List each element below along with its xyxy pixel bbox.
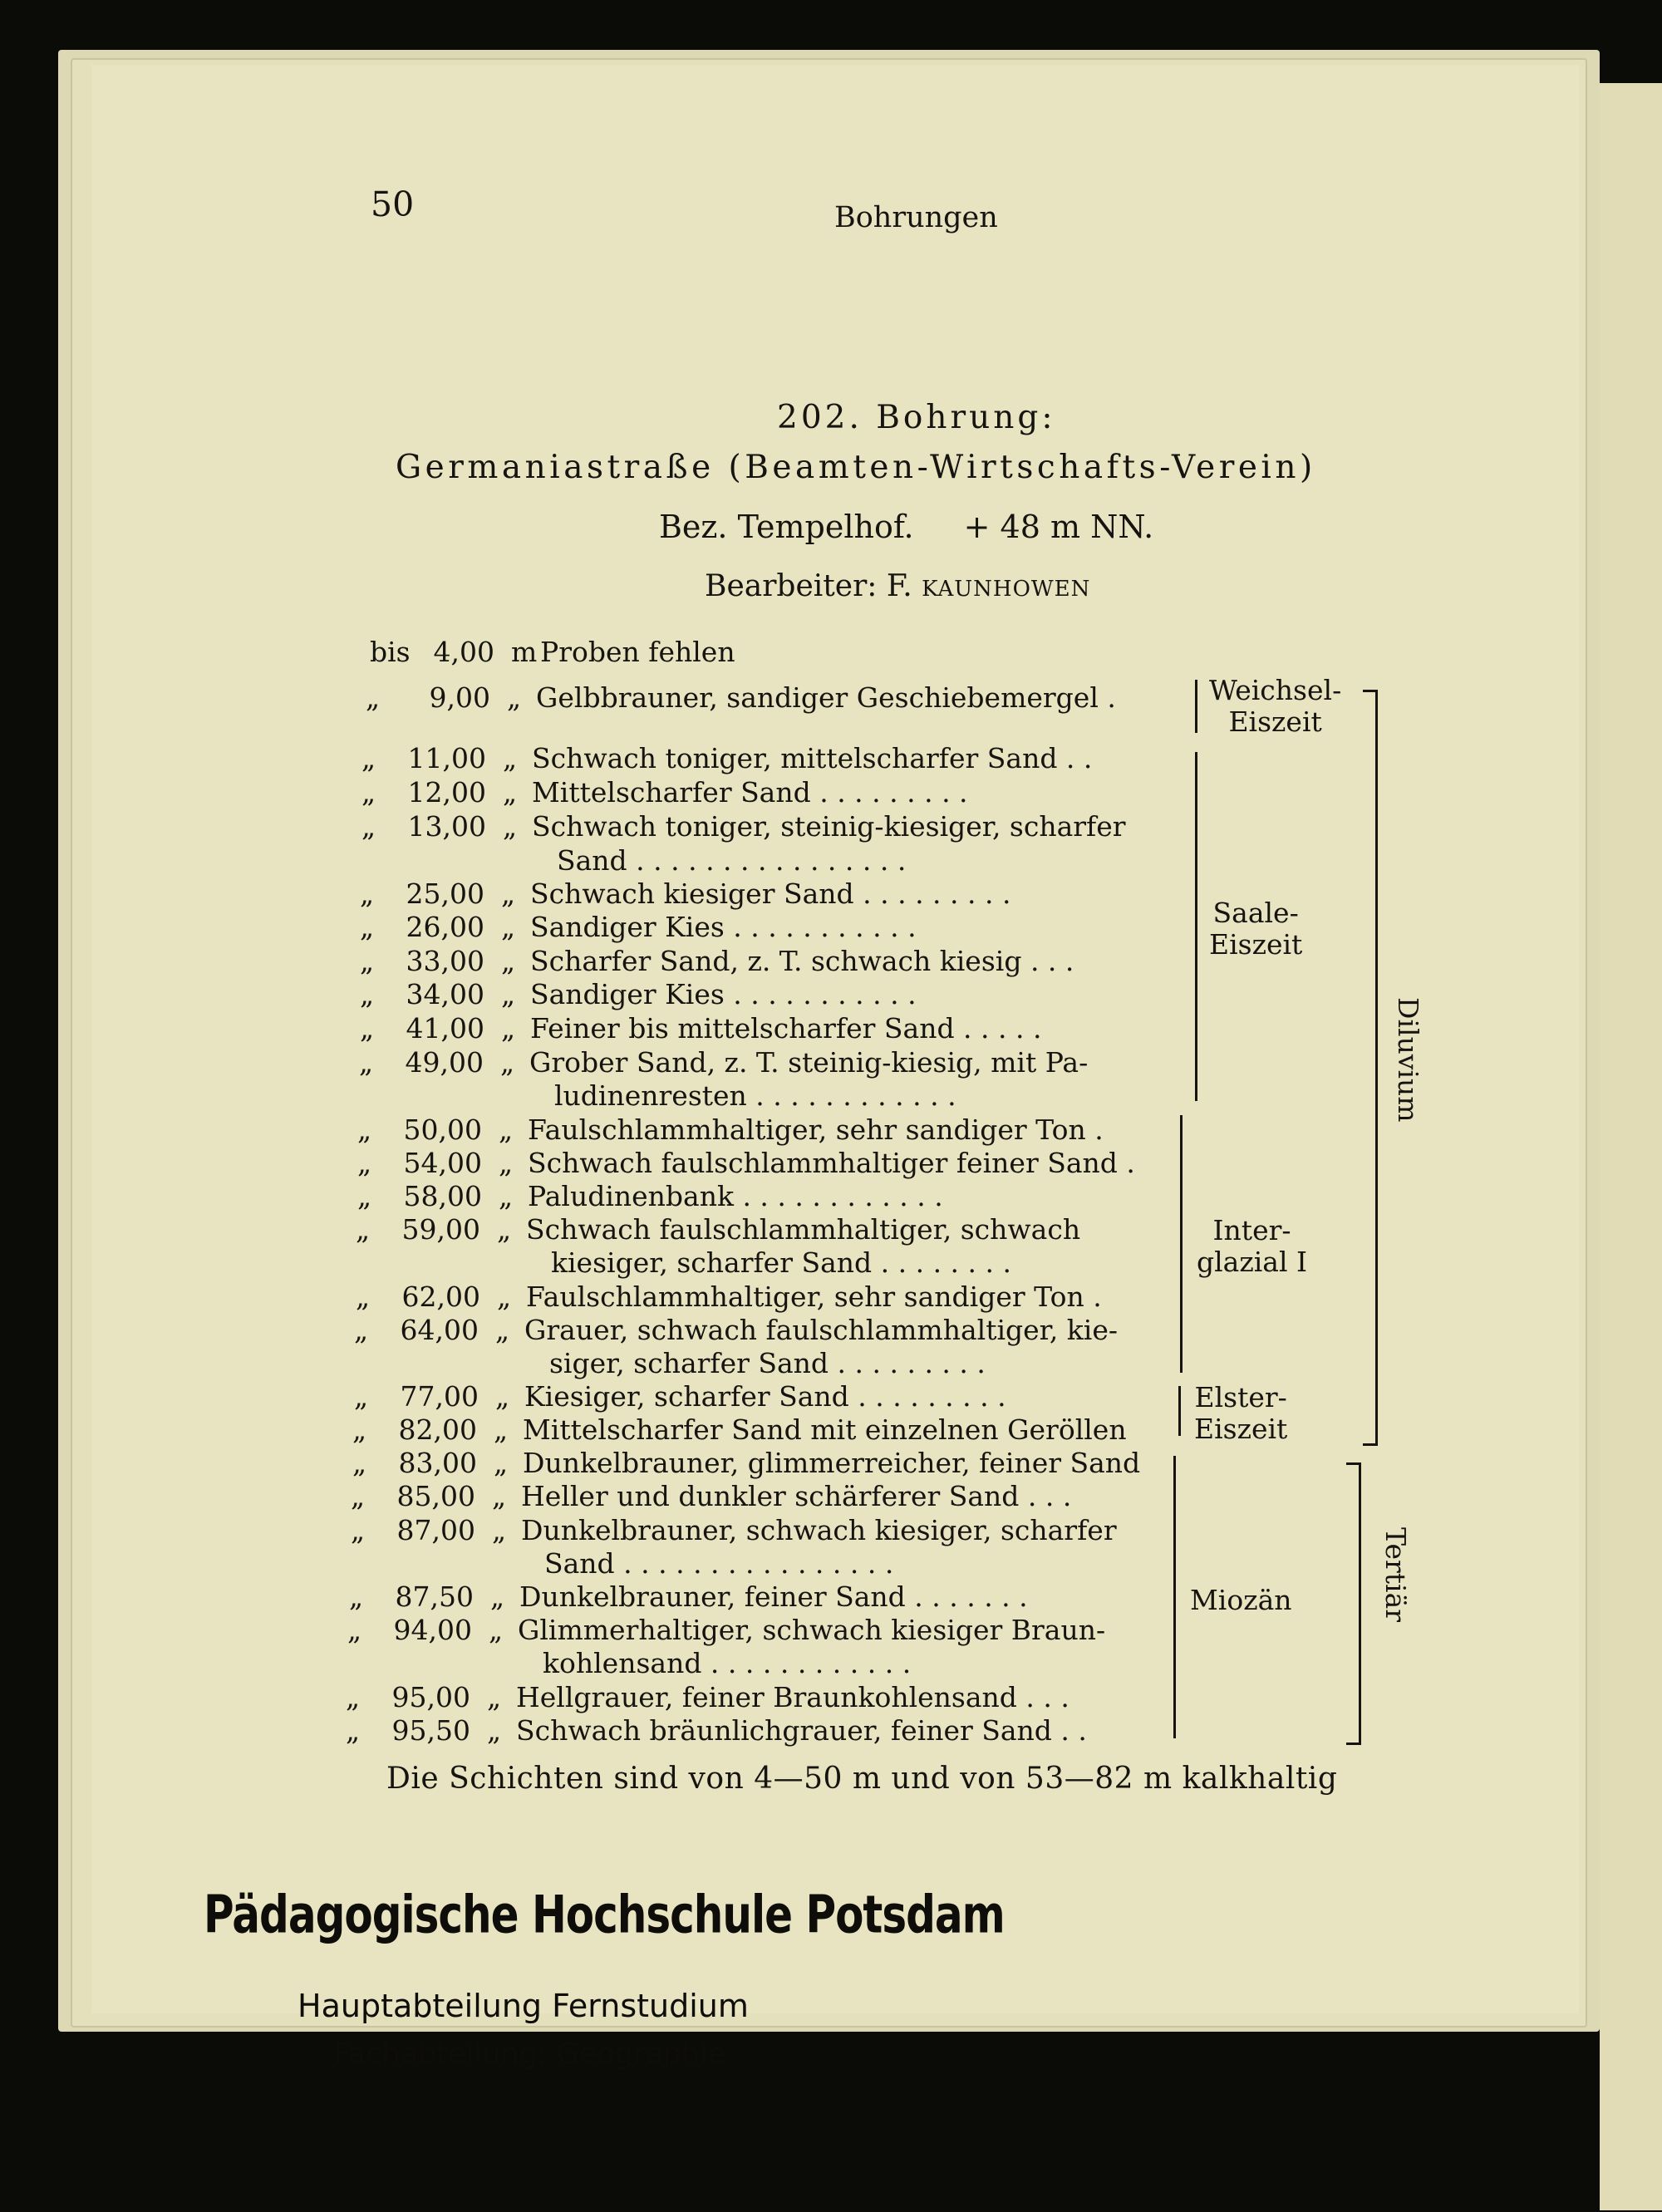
brace-interglazial (1180, 1115, 1183, 1373)
row-unit: „ (494, 1413, 509, 1446)
row-description: Heller und dunkler schärferer Sand . . . (521, 1480, 1072, 1512)
row-description: Glimmerhaltiger, schwach kiesiger Braun- (518, 1614, 1106, 1646)
brace-saale (1195, 752, 1197, 1101)
row-ditto: „ (359, 1046, 374, 1079)
stratum-interglazial (1197, 1215, 1307, 1278)
row-depth: 41,00 (406, 1012, 484, 1045)
row-unit: „ (503, 776, 518, 809)
row-ditto: „ (366, 681, 381, 714)
stratum-label: Miozän (1190, 1584, 1292, 1616)
period-tertiaer: Tertiär (1379, 1527, 1412, 1623)
row-unit: „ (495, 1314, 510, 1346)
bracket-tertiaer (1359, 1462, 1361, 1745)
worker-label: Bearbeiter: F. (705, 569, 912, 603)
stratum-label: Elster- (1194, 1381, 1287, 1413)
row-depth: 34,00 (406, 978, 484, 1010)
row-description: kohlensand . . . . . . . . . . . . (543, 1647, 912, 1679)
row-ditto: „ (360, 945, 375, 977)
row-ditto: „ (356, 1213, 371, 1246)
row-description: Sand . . . . . . . . . . . . . . . . (557, 844, 907, 877)
row-description: Dunkelbrauner, schwach kiesiger, scharfer (521, 1514, 1117, 1546)
stamp-institution: Pädagogische Hochschule Potsdam (204, 1885, 1005, 1945)
row-unit: „ (500, 1046, 515, 1079)
facing-page-edge (1600, 83, 1662, 2210)
row-unit: „ (499, 1147, 514, 1179)
row-ditto: „ (346, 1681, 361, 1713)
stamp-section: Fachabteilung: Geographie (334, 2037, 726, 2071)
row-description: Mittelscharfer Sand mit einzelnen Geröllen (523, 1413, 1127, 1446)
row-unit: „ (487, 1714, 502, 1747)
row-ditto: „ (351, 1480, 366, 1512)
row-description: Grauer, schwach faulschlammhaltiger, kie- (524, 1314, 1119, 1346)
row-unit: „ (499, 1180, 514, 1212)
row-depth: 12,00 (407, 776, 486, 809)
row-depth: 54,00 (403, 1147, 482, 1179)
row-description: Grober Sand, z. T. steinig-kiesig, mit Pa- (529, 1046, 1089, 1079)
row-unit: „ (487, 1681, 502, 1713)
elevation: + 48 m NN. (963, 509, 1154, 545)
row-unit: „ (494, 1447, 509, 1479)
bracket-diluvium-top (1363, 690, 1378, 692)
row-ditto: „ (354, 1314, 369, 1346)
row-depth: 62,00 (401, 1281, 480, 1313)
row-depth: 87,00 (396, 1514, 475, 1546)
row-description: siger, scharfer Sand . . . . . . . . . (549, 1347, 986, 1379)
row-ditto: „ (347, 1614, 362, 1646)
row-unit: „ (501, 911, 516, 943)
stratum-label: Inter- (1212, 1214, 1291, 1246)
row-ditto: „ (360, 1012, 375, 1045)
row-ditto: „ (360, 877, 375, 910)
row-description: Faulschlammhaltiger, sehr sandiger Ton . (528, 1113, 1104, 1146)
stratum-weichsel (1209, 675, 1341, 738)
row-description: Dunkelbrauner, glimmerreicher, feiner Sand (523, 1447, 1141, 1479)
stratum-elster (1194, 1382, 1287, 1445)
row-unit: „ (501, 978, 516, 1010)
row-depth: 50,00 (403, 1113, 482, 1146)
row-depth: 95,00 (391, 1681, 470, 1713)
row-depth: 26,00 (406, 911, 484, 943)
row-description: Schwach toniger, mittelscharfer Sand . . (532, 742, 1093, 774)
row-depth: 95,50 (391, 1714, 470, 1747)
row-depth: 64,00 (400, 1314, 479, 1346)
brace-miozaen (1173, 1456, 1176, 1738)
row-unit: „ (497, 1281, 512, 1313)
row-unit: „ (499, 1113, 514, 1146)
row-ditto: „ (357, 1147, 372, 1179)
row-unit: „ (495, 1380, 510, 1413)
row-depth: 25,00 (406, 877, 484, 910)
row-ditto: „ (352, 1413, 367, 1446)
stamp-department: Hauptabteilung Fernstudium (297, 1988, 749, 2024)
row-depth: 59,00 (401, 1213, 480, 1246)
row-unit: „ (497, 1213, 512, 1246)
row-description: Sandiger Kies . . . . . . . . . . . (530, 978, 917, 1010)
row-ditto: „ (352, 1447, 367, 1479)
row-ditto: „ (349, 1580, 364, 1613)
stratum-label: Saale- (1212, 897, 1299, 929)
row-ditto: „ (361, 810, 376, 843)
row-depth: 9,00 (429, 681, 490, 714)
stratum-label: Eiszeit (1209, 928, 1303, 961)
row-unit: „ (489, 1614, 504, 1646)
row-unit: „ (507, 681, 522, 714)
row-unit: „ (503, 810, 518, 843)
worker-name: KAUNHOWEN (922, 577, 1091, 602)
row-depth: 11,00 (407, 742, 486, 774)
district: Bez. Tempelhof. (659, 509, 914, 545)
row-depth: 83,00 (398, 1447, 477, 1479)
row-depth: 4,00 (433, 636, 494, 668)
row-unit: „ (503, 742, 518, 774)
row-ditto: „ (361, 742, 376, 774)
row-description: Faulschlammhaltiger, sehr sandiger Ton . (526, 1281, 1102, 1313)
bracket-tertiaer-top (1346, 1462, 1361, 1465)
row-description: Proben fehlen (540, 636, 735, 668)
row-unit: m (511, 636, 538, 668)
row-ditto: „ (357, 1113, 372, 1146)
row-description: Schwach toniger, steinig-kiesiger, scharfer (532, 810, 1126, 843)
row-ditto: „ (356, 1281, 371, 1313)
row-ditto: „ (360, 978, 375, 1010)
row-description: Schwach kiesiger Sand . . . . . . . . . (530, 877, 1011, 910)
worker-line (705, 569, 1090, 603)
row-ditto: „ (361, 776, 376, 809)
stratum-label: Weichsel- (1209, 674, 1342, 706)
row-description: Kiesiger, scharfer Sand . . . . . . . . . (524, 1380, 1006, 1413)
boring-title: 202. Bohrung: (777, 399, 1056, 436)
stratum-label: Eiszeit (1228, 705, 1322, 738)
row-unit: „ (501, 877, 516, 910)
location-line (659, 509, 1153, 545)
row-ditto: „ (346, 1714, 361, 1747)
row-unit: „ (501, 1012, 516, 1045)
bracket-diluvium (1375, 690, 1378, 1446)
row-description: Paludinenbank . . . . . . . . . . . . (528, 1180, 943, 1212)
row-description: Schwach faulschlammhaltiger, schwach (526, 1213, 1081, 1246)
row-ditto: „ (354, 1380, 369, 1413)
row-depth: 82,00 (398, 1413, 477, 1446)
row-description: Mittelscharfer Sand . . . . . . . . . (532, 776, 968, 809)
stratum-miozaen (1190, 1585, 1292, 1616)
bracket-tertiaer-bottom (1346, 1743, 1361, 1745)
row-description: kiesiger, scharfer Sand . . . . . . . . (551, 1246, 1011, 1279)
row-unit: „ (492, 1480, 507, 1512)
row-ditto: bis (370, 636, 411, 668)
row-unit: „ (490, 1580, 505, 1613)
row-description: Scharfer Sand, z. T. schwach kiesig . . . (530, 945, 1074, 977)
footer-note: Die Schichten sind von 4—50 m und von 53—82 m kalkhaltig (386, 1762, 1338, 1796)
row-description: Dunkelbrauner, feiner Sand . . . . . . . (519, 1580, 1028, 1613)
row-depth: 33,00 (406, 945, 484, 977)
row-ditto: „ (360, 911, 375, 943)
brace-weichsel (1195, 680, 1197, 733)
row-depth: 85,00 (396, 1480, 475, 1512)
row-depth: 77,00 (400, 1380, 479, 1413)
row-unit: „ (501, 945, 516, 977)
row-ditto: „ (357, 1180, 372, 1212)
stratum-saale (1209, 897, 1302, 961)
row-description: Sand . . . . . . . . . . . . . . . . (544, 1547, 894, 1580)
row-depth: 13,00 (407, 810, 486, 843)
running-title: Bohrungen (834, 201, 998, 234)
row-ditto: „ (351, 1514, 366, 1546)
stratum-label: glazial I (1197, 1246, 1308, 1278)
row-depth: 58,00 (403, 1180, 482, 1212)
row-unit: „ (492, 1514, 507, 1546)
boring-subtitle: Germaniastraße (Beamten-Wirtschafts-Verein) (396, 449, 1316, 486)
row-description: Hellgrauer, feiner Braunkohlensand . . . (516, 1681, 1069, 1713)
row-description: ludinenresten . . . . . . . . . . . . (554, 1079, 956, 1112)
page-number: 50 (371, 184, 415, 224)
brace-elster (1178, 1386, 1181, 1436)
row-description: Schwach faulschlammhaltiger feiner Sand . (528, 1147, 1135, 1179)
row-depth: 49,00 (405, 1046, 484, 1079)
row-description: Feiner bis mittelscharfer Sand . . . . . (530, 1012, 1042, 1045)
row-description: Sandiger Kies . . . . . . . . . . . (530, 911, 917, 943)
row-depth: 87,50 (395, 1580, 474, 1613)
stratum-label: Eiszeit (1194, 1413, 1288, 1445)
bracket-diluvium-bottom (1363, 1443, 1378, 1446)
row-description: Gelbbrauner, sandiger Geschiebemergel . (536, 681, 1116, 714)
row-description: Schwach bräunlichgrauer, feiner Sand . . (516, 1714, 1087, 1747)
period-diluvium: Diluvium (1392, 997, 1424, 1123)
row-depth: 94,00 (393, 1614, 472, 1646)
